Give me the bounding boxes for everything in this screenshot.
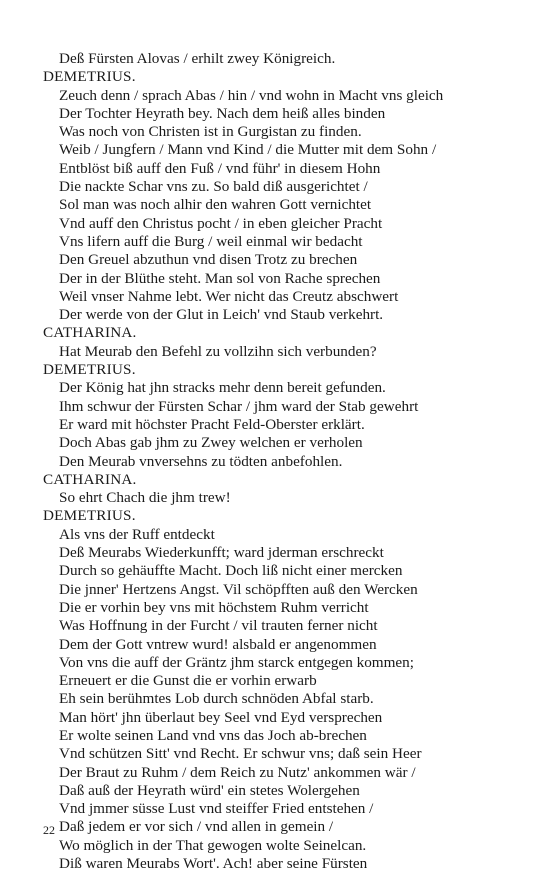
verse-line: Er wolte seinen Land vnd vns das Joch ab-brechen [59, 726, 367, 744]
verse-line: Was Hoffnung in der Furcht / vil trauten ferner nicht [59, 617, 378, 635]
verse-line: Die nackte Schar vns zu. So bald diß ausgerichtet / [59, 178, 368, 196]
verse-line: Entblöst biß auff den Fuß / vnd führ' in diesem Hohn [59, 159, 381, 177]
verse-line: Ihm schwur der Fürsten Schar / jhm ward der Stab gewehrt [59, 397, 419, 415]
verse-line: Doch Abas gab jhm zu Zwey welchen er verholen [59, 434, 363, 452]
speaker-name: CATHARINA. [43, 324, 137, 342]
verse-line: Der Tochter Heyrath bey. Nach dem heiß alles binden [59, 104, 386, 122]
verse-line: Vns lifern auff die Burg / weil einmal wir bedacht [59, 232, 363, 250]
verse-line: Zeuch denn / sprach Abas / hin / vnd wohn in Macht vns gleich [59, 86, 444, 104]
verse-line: Daß jedem er vor sich / vnd allen in gemein / [59, 818, 334, 836]
verse-line: Der in der Blüthe steht. Man sol von Rache sprechen [59, 269, 381, 287]
text-block [43, 50, 523, 873]
verse-line: Deß Fürsten Alovas / erhilt zwey Königreich. [59, 50, 336, 67]
verse-line: Hat Meurab den Befehl zu vollzihn sich verbunden? [59, 342, 377, 360]
verse-line: Weil vnser Nahme lebt. Wer nicht das Creutz abschwert [59, 287, 399, 305]
verse-line: Den Meurab vnversehns zu tödten anbefohlen. [59, 452, 343, 470]
verse-line: Eh sein berühmtes Lob durch schnöden Abfal starb. [59, 690, 374, 708]
verse-line: Wo möglich in der That gewogen wolte Seinelcan. [59, 836, 367, 854]
verse-line: Man hört' jhn überlaut bey Seel vnd Eyd versprechen [59, 708, 383, 726]
verse-line: Der werde von der Glut in Leich' vnd Staub verkehrt. [59, 306, 384, 324]
verse-line: Der Braut zu Ruhm / dem Reich zu Nutz' ankommen wär / [59, 763, 416, 781]
speaker-name: CATHARINA. [43, 470, 137, 488]
verse-line: Den Greuel abzuthun vnd disen Trotz zu brechen [59, 251, 358, 269]
verse-line: So ehrt Chach die jhm trew! [59, 489, 231, 507]
verse-line: Dem der Gott vntrew wurd! alsbald er angenommen [59, 635, 377, 653]
verse-line: Die jnner' Hertzens Angst. Vil schöpfften auß den Wercken [59, 580, 418, 598]
verse-line: Diß waren Meurabs Wort'. Ach! aber seine Fürsten [59, 855, 368, 873]
page-number: 22 [43, 823, 55, 837]
verse-line: Weib / Jungfern / Mann vnd Kind / die Mutter mit dem Sohn / [59, 141, 437, 159]
verse-line: Als vns der Ruff entdeckt [59, 525, 215, 543]
verse-line: Von vns die auff der Gräntz jhm starck entgegen kommen; [59, 653, 414, 671]
verse-line: Deß Meurabs Wiederkunfft; ward jderman erschreckt [59, 544, 384, 562]
verse-line: Vnd jmmer süsse Lust vnd steiffer Fried entstehen / [59, 800, 374, 818]
speaker-name: DEMETRIUS. [43, 68, 136, 86]
verse-line: Die er vorhin bey vns mit höchstem Ruhm verricht [59, 598, 369, 616]
speaker-name: DEMETRIUS. [43, 507, 136, 525]
verse-line: Er ward mit höchster Pracht Feld-Oberster erklärt. [59, 415, 365, 433]
verse-line: Der König hat jhn stracks mehr denn bereit gefunden. [59, 379, 386, 397]
verse-line: Daß auß der Heyrath würd' ein stetes Wolergehen [59, 781, 360, 799]
verse-line: Vnd schützen Sitt' vnd Recht. Er schwur vns; daß sein Heer [59, 745, 422, 763]
verse-line: Durch so gehäuffte Macht. Doch liß nicht einer mercken [59, 562, 403, 580]
verse-line: Was noch von Christen ist in Gurgistan zu finden. [59, 123, 362, 141]
verse-line: Erneuert er die Gunst die er vorhin erwarb [59, 672, 317, 690]
speaker-name: DEMETRIUS. [43, 361, 136, 379]
verse-line: Vnd auff den Christus pocht / in eben gleicher Pracht [59, 214, 383, 232]
verse-line: Sol man was noch alhir den wahren Gott vernichtet [59, 196, 372, 214]
